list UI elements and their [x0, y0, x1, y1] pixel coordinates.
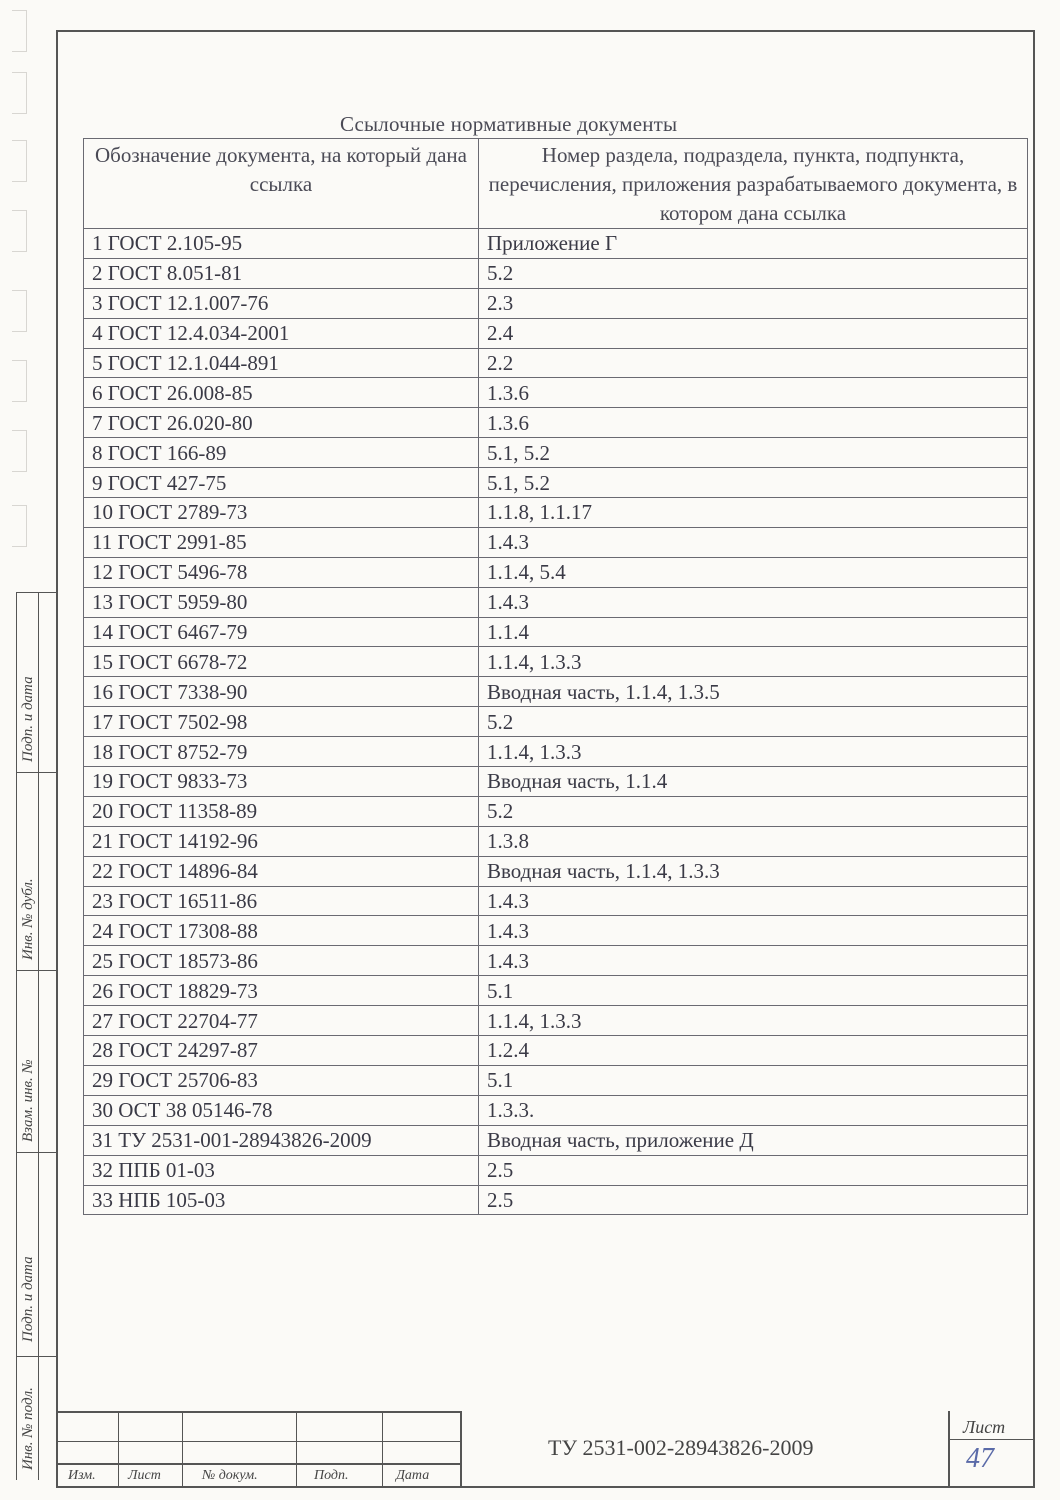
- side-label-podp-data-2: Подп. и дата: [20, 676, 36, 762]
- table-row: [84, 976, 1028, 1006]
- table-row: [84, 288, 1028, 318]
- table-row: [84, 498, 1028, 528]
- document-designation-cell: 21 ГОСТ 14192-96: [84, 826, 479, 856]
- document-designation-cell: 6 ГОСТ 26.008-85: [84, 378, 479, 408]
- title-block: [56, 1411, 1033, 1486]
- document-designation-cell: 14 ГОСТ 6467-79: [84, 617, 479, 647]
- margin-mark: [12, 10, 27, 52]
- document-designation-cell: 24 ГОСТ 17308-88: [84, 916, 479, 946]
- side-stamp-line: [16, 592, 56, 593]
- table-row: [84, 378, 1028, 408]
- document-designation-cell: 10 ГОСТ 2789-73: [84, 498, 479, 528]
- side-stamp-line: [16, 592, 17, 1480]
- table-row: [84, 557, 1028, 587]
- side-label-inv-dubl: Инв. № дубл.: [20, 878, 36, 960]
- side-stamp-line: [38, 592, 39, 1480]
- document-designation-cell: 22 ГОСТ 14896-84: [84, 856, 479, 886]
- document-designation-cell: 32 ППБ 01-03: [84, 1155, 479, 1185]
- section-reference-cell: 2.5: [479, 1155, 1028, 1185]
- table-row: [84, 677, 1028, 707]
- section-reference-cell: 5.1: [479, 976, 1028, 1006]
- table-row: [84, 647, 1028, 677]
- title-block-line: [948, 1439, 1033, 1440]
- document-designation-cell: 9 ГОСТ 427-75: [84, 468, 479, 498]
- section-reference-cell: 1.3.6: [479, 378, 1028, 408]
- label-data: Дата: [396, 1468, 430, 1483]
- document-designation-cell: 33 НПБ 105-03: [84, 1185, 479, 1215]
- title-block-line: [118, 1411, 119, 1486]
- document-code: ТУ 2531-002-28943826-2009: [548, 1435, 814, 1460]
- header-designation: Обозначение документа, на который дана ссылка: [84, 139, 479, 229]
- document-designation-cell: 20 ГОСТ 11358-89: [84, 796, 479, 826]
- section-reference-cell: 5.1, 5.2: [479, 438, 1028, 468]
- document-designation-cell: 2 ГОСТ 8.051-81: [84, 258, 479, 288]
- document-designation-cell: 30 ОСТ 38 05146-78: [84, 1095, 479, 1125]
- margin-mark: [12, 360, 27, 402]
- side-label-podp-data-1: Подп. и дата: [20, 1256, 36, 1342]
- document-designation-cell: 5 ГОСТ 12.1.044-891: [84, 348, 479, 378]
- section-reference-cell: 2.2: [479, 348, 1028, 378]
- document-designation-cell: 19 ГОСТ 9833-73: [84, 767, 479, 797]
- section-reference-cell: 1.4.3: [479, 916, 1028, 946]
- section-reference-cell: 1.4.3: [479, 946, 1028, 976]
- document-designation-cell: 7 ГОСТ 26.020-80: [84, 408, 479, 438]
- section-reference-cell: 1.4.3: [479, 587, 1028, 617]
- section-reference-cell: Приложение Г: [479, 229, 1028, 259]
- page-title: Ссылочные нормативные документы: [340, 112, 678, 136]
- section-reference-cell: 1.1.8, 1.1.17: [479, 498, 1028, 528]
- title-block-line: [382, 1411, 383, 1486]
- section-reference-cell: Вводная часть, 1.1.4, 1.3.5: [479, 677, 1028, 707]
- section-reference-cell: Вводная часть, 1.1.4: [479, 767, 1028, 797]
- margin-mark: [12, 430, 27, 472]
- margin-mark: [12, 72, 27, 114]
- side-stamp-line: [16, 1152, 56, 1153]
- table-row: [84, 826, 1028, 856]
- table-row: [84, 886, 1028, 916]
- table-row: [84, 318, 1028, 348]
- document-designation-cell: 23 ГОСТ 16511-86: [84, 886, 479, 916]
- table-row: [84, 408, 1028, 438]
- margin-mark: [12, 140, 27, 182]
- label-podp: Подп.: [314, 1468, 349, 1483]
- references-table: [83, 138, 1028, 1215]
- document-designation-cell: 4 ГОСТ 12.4.034-2001: [84, 318, 479, 348]
- table-row: [84, 796, 1028, 826]
- section-reference-cell: 1.1.4, 1.3.3: [479, 1006, 1028, 1036]
- table-row: [84, 1185, 1028, 1215]
- document-designation-cell: 16 ГОСТ 7338-90: [84, 677, 479, 707]
- section-reference-cell: 2.3: [479, 288, 1028, 318]
- margin-mark: [12, 505, 27, 547]
- header-section: Номер раздела, подраздела, пункта, подпункта, перечисления, приложения разрабатываемого документа, в котором дана ссылка: [479, 139, 1028, 229]
- side-label-inv-podl: Инв. № подл.: [20, 1387, 36, 1470]
- table-row: [84, 617, 1028, 647]
- document-designation-cell: 11 ГОСТ 2991-85: [84, 527, 479, 557]
- table-row: [84, 1065, 1028, 1095]
- side-stamp-line: [16, 772, 56, 773]
- section-reference-cell: 5.1, 5.2: [479, 468, 1028, 498]
- document-designation-cell: 18 ГОСТ 8752-79: [84, 737, 479, 767]
- table-header-row: [84, 139, 1028, 229]
- document-designation-cell: 13 ГОСТ 5959-80: [84, 587, 479, 617]
- table-row: [84, 229, 1028, 259]
- table-row: [84, 527, 1028, 557]
- section-reference-cell: 1.1.4, 1.3.3: [479, 737, 1028, 767]
- side-stamp-line: [16, 1356, 56, 1357]
- table-row: [84, 1095, 1028, 1125]
- table-row: [84, 737, 1028, 767]
- document-designation-cell: 26 ГОСТ 18829-73: [84, 976, 479, 1006]
- section-reference-cell: 5.2: [479, 707, 1028, 737]
- document-designation-cell: 17 ГОСТ 7502-98: [84, 707, 479, 737]
- margin-mark: [12, 290, 27, 332]
- document-designation-cell: 27 ГОСТ 22704-77: [84, 1006, 479, 1036]
- table-row: [84, 1036, 1028, 1066]
- table-body: [84, 229, 1028, 1215]
- title-block-line: [182, 1411, 183, 1486]
- sheet-number: 47: [966, 1443, 994, 1474]
- document-designation-cell: 3 ГОСТ 12.1.007-76: [84, 288, 479, 318]
- section-reference-cell: 1.1.4, 5.4: [479, 557, 1028, 587]
- document-designation-cell: 8 ГОСТ 166-89: [84, 438, 479, 468]
- section-reference-cell: Вводная часть, 1.1.4, 1.3.3: [479, 856, 1028, 886]
- label-no-dokum: № докум.: [202, 1468, 258, 1483]
- label-izm: Изм.: [68, 1468, 96, 1483]
- table-row: [84, 856, 1028, 886]
- table-row: [84, 946, 1028, 976]
- table-row: [84, 1155, 1028, 1185]
- document-designation-cell: 28 ГОСТ 24297-87: [84, 1036, 479, 1066]
- section-reference-cell: 1.1.4: [479, 617, 1028, 647]
- table-row: [84, 1125, 1028, 1155]
- section-reference-cell: 1.4.3: [479, 886, 1028, 916]
- document-designation-cell: 1 ГОСТ 2.105-95: [84, 229, 479, 259]
- table-row: [84, 707, 1028, 737]
- table-row: [84, 587, 1028, 617]
- document-designation-cell: 31 ТУ 2531-001-28943826-2009: [84, 1125, 479, 1155]
- document-designation-cell: 29 ГОСТ 25706-83: [84, 1065, 479, 1095]
- section-reference-cell: 5.2: [479, 258, 1028, 288]
- section-reference-cell: 2.4: [479, 318, 1028, 348]
- section-reference-cell: 1.3.6: [479, 408, 1028, 438]
- section-reference-cell: 1.2.4: [479, 1036, 1028, 1066]
- side-stamp: [8, 592, 56, 1480]
- title-block-line: [948, 1411, 950, 1486]
- title-block-line: [56, 1463, 461, 1465]
- table-row: [84, 468, 1028, 498]
- table-row: [84, 258, 1028, 288]
- document-designation-cell: 25 ГОСТ 18573-86: [84, 946, 479, 976]
- side-label-vzam-inv: Взам. инв. №: [20, 1059, 36, 1142]
- table-row: [84, 767, 1028, 797]
- section-reference-cell: 2.5: [479, 1185, 1028, 1215]
- document-designation-cell: 15 ГОСТ 6678-72: [84, 647, 479, 677]
- section-reference-cell: 1.3.8: [479, 826, 1028, 856]
- document-designation-cell: 12 ГОСТ 5496-78: [84, 557, 479, 587]
- table-row: [84, 348, 1028, 378]
- section-reference-cell: 1.3.3.: [479, 1095, 1028, 1125]
- table-row: [84, 916, 1028, 946]
- section-reference-cell: 1.4.3: [479, 527, 1028, 557]
- section-reference-cell: Вводная часть, приложение Д: [479, 1125, 1028, 1155]
- table-row: [84, 438, 1028, 468]
- section-reference-cell: 5.1: [479, 1065, 1028, 1095]
- title-block-line: [56, 1441, 461, 1442]
- side-stamp-line: [16, 970, 56, 971]
- section-reference-cell: 5.2: [479, 796, 1028, 826]
- label-list: Лист: [128, 1468, 161, 1483]
- title-block-line: [296, 1411, 297, 1486]
- sheet-label: Лист: [963, 1417, 1006, 1437]
- section-reference-cell: 1.1.4, 1.3.3: [479, 647, 1028, 677]
- margin-mark: [12, 210, 27, 252]
- table-row: [84, 1006, 1028, 1036]
- title-block-line: [56, 1411, 461, 1413]
- title-block-line: [460, 1411, 462, 1486]
